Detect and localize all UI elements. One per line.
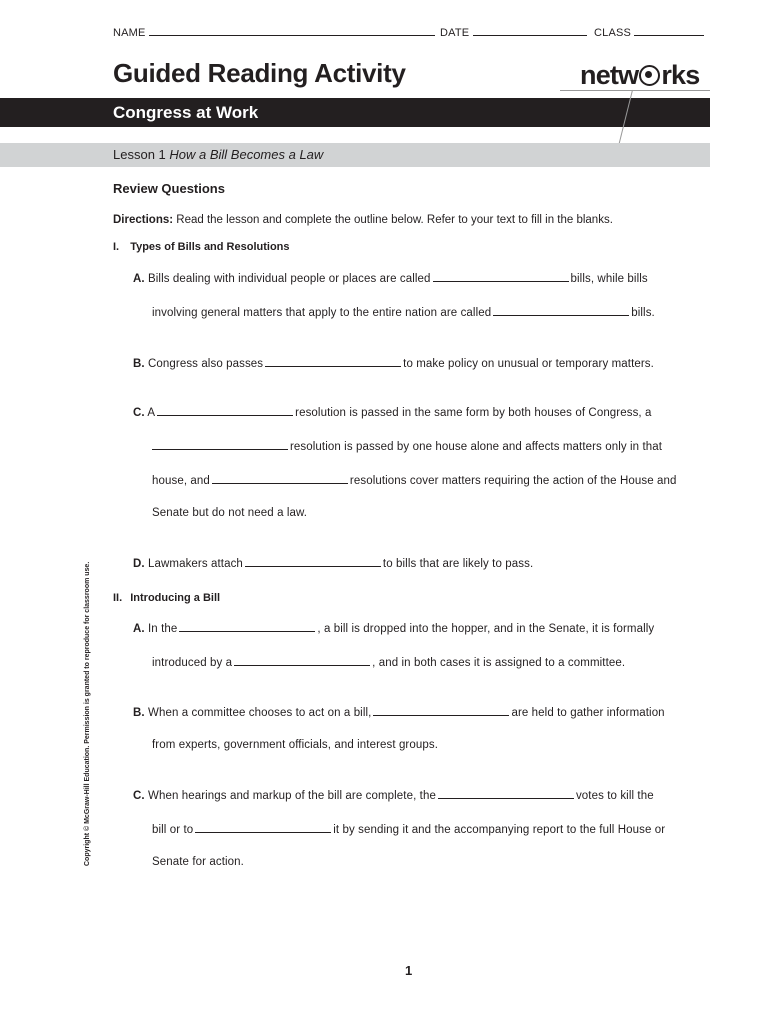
- blank-2c-1[interactable]: [438, 788, 574, 799]
- item-2c-line-3: Senate for action.: [152, 856, 244, 868]
- line-text: In the: [148, 623, 178, 635]
- item-letter: B.: [133, 358, 145, 370]
- item-1a-line-2: [152, 305, 655, 319]
- date-field: [440, 26, 587, 39]
- lesson-label: [113, 147, 323, 162]
- date-blank[interactable]: [473, 26, 587, 36]
- item-letter: B.: [133, 707, 145, 719]
- line-text: house, and: [152, 475, 210, 487]
- logo-rule: [560, 90, 710, 91]
- section-1-title: Types of Bills and Resolutions: [130, 241, 290, 253]
- line-text: it by sending it and the accompanying report to the full House or: [333, 824, 666, 836]
- section-2-title: Introducing a Bill: [130, 592, 221, 604]
- networks-logo: [580, 60, 699, 91]
- line-text: When hearings and markup of the bill are complete, the: [148, 790, 436, 802]
- item-2b-line-2: from experts, government officials, and interest groups.: [152, 739, 438, 751]
- name-blank[interactable]: [149, 26, 435, 36]
- class-field: [594, 26, 704, 39]
- line-text: bills.: [631, 307, 655, 319]
- copyright-notice: Copyright © McGraw-Hill Education. Permission is granted to reproduce for classroom use.: [84, 561, 91, 866]
- line-text: When a committee chooses to act on a bill,: [148, 707, 372, 719]
- directions-text: Read the lesson and complete the outline below. Refer to your text to fill in the blanks.: [176, 214, 613, 226]
- blank-2b-1[interactable]: [373, 705, 509, 716]
- item-2a-line-1: [133, 621, 654, 635]
- blank-1d-1[interactable]: [245, 556, 381, 567]
- item-2c-line-1: [133, 788, 654, 802]
- lesson-number: Lesson 1: [113, 147, 166, 162]
- item-1a-line-1: [133, 271, 648, 285]
- line-text: Bills dealing with individual people or places are called: [148, 273, 431, 285]
- date-label: DATE: [440, 27, 470, 39]
- item-1b-line-1: [133, 356, 654, 370]
- item-2a-line-2: [152, 655, 625, 669]
- item-letter: C.: [133, 407, 145, 419]
- blank-1c-3[interactable]: [212, 473, 348, 484]
- item-1c-line-2: [150, 439, 662, 453]
- blank-1a-2[interactable]: [493, 305, 629, 316]
- logo-text-start: netw: [580, 60, 639, 90]
- line-text: involving general matters that apply to the entire nation are called: [152, 307, 492, 319]
- item-letter: C.: [133, 790, 145, 802]
- blank-2a-2[interactable]: [234, 655, 370, 666]
- item-1d-line-1: [133, 556, 533, 570]
- blank-2c-2[interactable]: [195, 822, 331, 833]
- directions: [113, 214, 613, 226]
- logo-text-end: rks: [661, 60, 700, 90]
- item-2b-line-1: [133, 705, 665, 719]
- section-1-heading: [113, 241, 290, 253]
- line-text: , and in both cases it is assigned to a committee.: [372, 657, 626, 669]
- page-title: Guided Reading Activity: [113, 58, 406, 88]
- blank-1c-2[interactable]: [152, 439, 288, 450]
- review-heading: Review Questions: [113, 181, 225, 196]
- item-letter: D.: [133, 558, 145, 570]
- lesson-bar: [0, 143, 710, 167]
- chapter-title: Congress at Work: [113, 103, 259, 122]
- line-text: votes to kill the: [575, 790, 654, 802]
- line-text: A: [147, 407, 156, 419]
- blank-2a-1[interactable]: [179, 621, 315, 632]
- line-text: to make policy on unusual or temporary matters.: [403, 358, 654, 370]
- line-text: Congress also passes: [148, 358, 264, 370]
- class-blank[interactable]: [634, 26, 704, 36]
- section-2-heading: [113, 592, 220, 604]
- item-2c-line-2: [152, 822, 665, 836]
- chapter-banner: [0, 98, 710, 127]
- line-text: to bills that are likely to pass.: [382, 558, 534, 570]
- line-text: resolution is passed by one house alone and affects matters only in that: [290, 441, 663, 453]
- item-1c-line-4: Senate but do not need a law.: [152, 507, 308, 519]
- line-text: Lawmakers attach: [148, 558, 243, 570]
- name-field: [113, 26, 435, 39]
- section-2-number: II.: [113, 592, 123, 604]
- line-text: bill or to: [152, 824, 194, 836]
- page-number: 1: [405, 963, 413, 978]
- blank-1c-1[interactable]: [157, 405, 293, 416]
- line-text: resolution is passed in the same form by both houses of Congress, a: [295, 407, 652, 419]
- blank-1b-1[interactable]: [265, 356, 401, 367]
- item-1c-line-3: [152, 473, 676, 487]
- item-letter: A.: [133, 623, 145, 635]
- lesson-title: How a Bill Becomes a Law: [169, 147, 324, 162]
- class-label: CLASS: [594, 27, 632, 39]
- logo-o-icon: [639, 65, 660, 86]
- item-letter: A.: [133, 273, 145, 285]
- line-text: bills, while bills: [570, 273, 648, 285]
- line-text: resolutions cover matters requiring the action of the House and: [349, 475, 677, 487]
- line-text: introduced by a: [152, 657, 233, 669]
- directions-label: Directions:: [113, 214, 174, 226]
- line-text: , a bill is dropped into the hopper, and in the Senate, it is formally: [317, 623, 655, 635]
- line-text: are held to gather information: [511, 707, 665, 719]
- section-1-number: I.: [113, 241, 120, 253]
- name-label: NAME: [113, 27, 146, 39]
- item-1c-line-1: [133, 405, 652, 419]
- blank-1a-1[interactable]: [433, 271, 569, 282]
